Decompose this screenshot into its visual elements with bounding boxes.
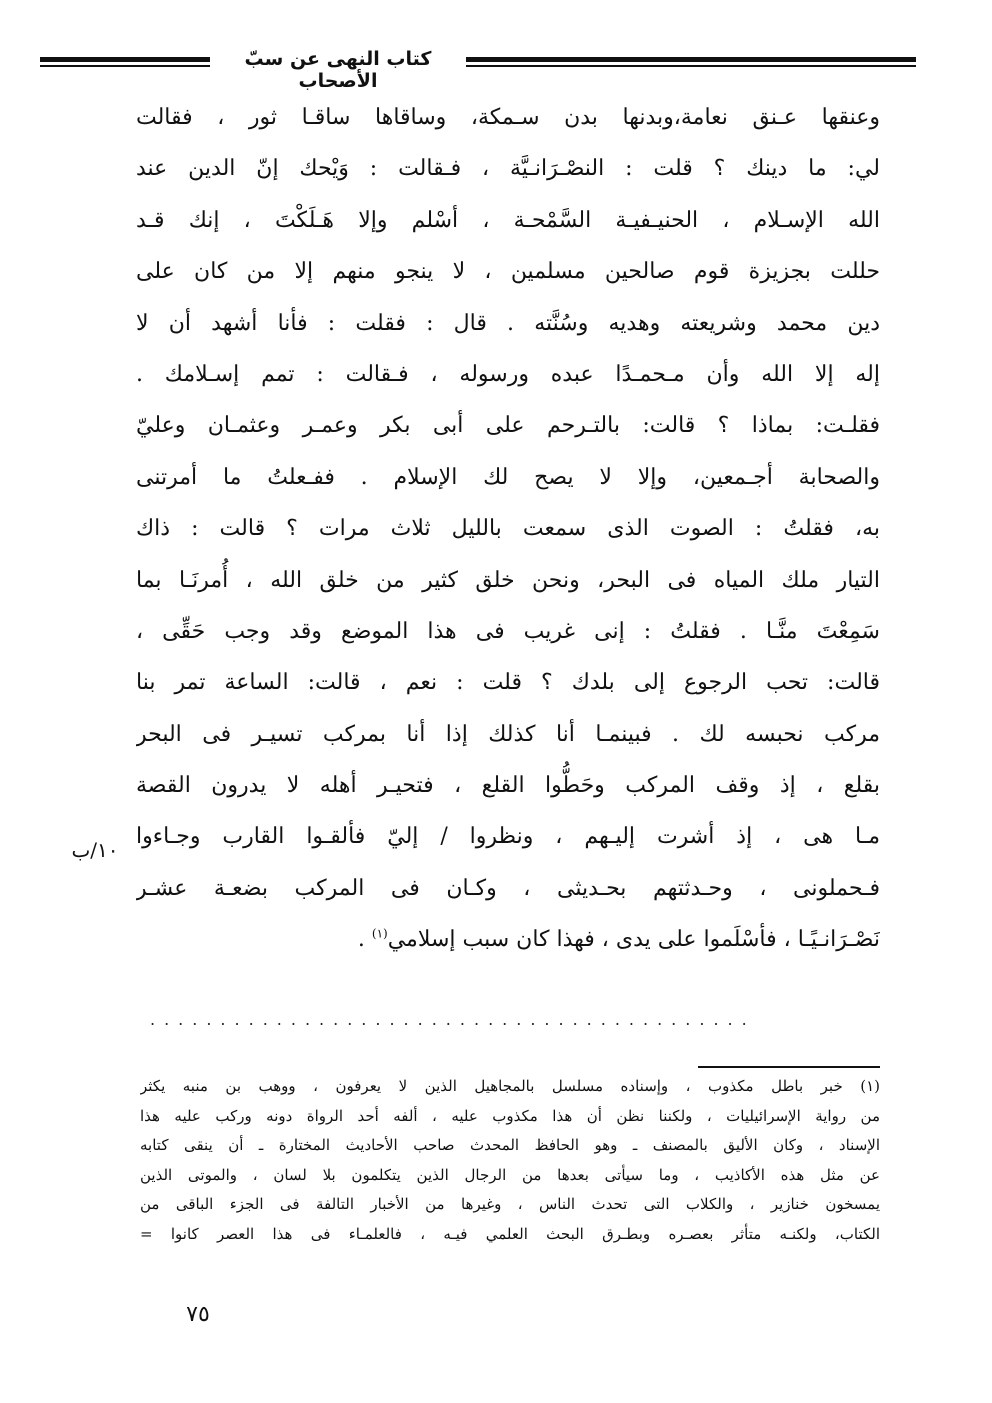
- text-line: وعنقها عـنق نعامة،وبدنها بدن سـمكة، وساقاها ساقـا ثور ، فقالت: [136, 105, 880, 130]
- text-line: قالت: تحب الرجوع إلى بلدك ؟ قلت : نعم ، قالت: الساعة تمر بنا: [136, 670, 880, 696]
- footnote-line: من رواية الإسرائيليات ، ولكننا نظن أن هذا مكذوب عليه ، ألفه أحد الرواة دونه وركب عليه هذا: [140, 1106, 880, 1125]
- footnote-line: الكتاب، ولكنـه متأثر بعصـره وبطـرق البحث العلمي فيـه ، فالعلمـاء فى هذا العصر كانوا =: [140, 1224, 880, 1243]
- header-rule-left: [40, 57, 210, 69]
- margin-folio-note: ١٠/ب: [71, 838, 119, 862]
- text-line: التيار ملك المياه فى البحر، ونحن خلق كثير من خلق الله ، أُمرنَـا بما: [136, 567, 880, 593]
- text-line-content: نَصْـرَانـيًـا ، فأسْلَموا على يدى ، فهذا كان سبب إسلامي: [387, 927, 880, 953]
- running-title: كتاب النهى عن سبّ الأصحاب: [244, 48, 432, 92]
- text-line: دين محمد وشريعته وهديه وسُنَّته . قال : فقلت : فأنا أشهد أن لا: [136, 310, 880, 336]
- text-line: مـا هى ، إذ أشرت إليـهم ، ونظروا / إليّ فألقـوا القارب وجـاءوا: [136, 824, 880, 850]
- text-line: إله إلا الله وأن مـحمـدًا عبده ورسوله ، فـقالت : تمم إسـلامك .: [136, 361, 880, 387]
- text-line: بقلع ، إذ وقف المركب وحَطُّوا القلع ، فتحيـر أهله لا يدرون القصة: [136, 773, 880, 799]
- footnote-line: يمسخون خنازير ، والكلاب التى تحدث الناس ، وغيرها من الأخبار التالفة فى الجزء الباقى من: [140, 1195, 880, 1213]
- header-rule-right: [466, 57, 916, 69]
- text-line-last: نَصْـرَانـيًـا ، فأسْلَموا على يدى ، فهذا كان سبب إسلامي$^{(١)}$ .: [357, 926, 880, 953]
- text-line: لي: ما دينك ؟ قلت : النصْـرَانـيَّة ، فـقالت : وَيْحك إنّ الدين عند: [136, 156, 880, 182]
- main-text: [136, 92, 880, 966]
- text-line: سَمِعْتَ منَّـا . فقلتُ : إنى غريب فى هذا الموضع وقد وجب حَقِّى ،: [136, 618, 880, 644]
- dotted-separator: ...........................................: [150, 1010, 756, 1029]
- text-line: به، فقلتُ : الصوت الذى سمعت بالليل ثلاث مرات ؟ قالت : ذاك: [136, 516, 880, 542]
- text-line: والصحابة أجـمعين، وإلا لا يصح لك الإسلام . ففـعلتُ ما أمرتنى: [136, 464, 880, 490]
- footnote-block: [140, 1072, 880, 1249]
- footnote-line: (١) خبر باطل مكذوب ، وإسناده مسلسل بالمجاهيل الذين لا يعرفون ، ووهب بن منبه يكثر: [140, 1077, 880, 1095]
- text-line: فـحملونى ، وحـدثتهم بحـديثى ، وكـان فى المركب بضعـة عشـر: [136, 875, 880, 901]
- text-line: فقلـت: بماذا ؟ قالت: بالتـرحم على أبى بكر وعمـر وعثمـان وعليّ: [136, 413, 880, 439]
- text-line: مركب نحبسه لك . فبينمـا أنا كذلك إذا أنا بمركب تسيـر فى البحر: [136, 721, 880, 747]
- footnote-reference: (١): [371, 926, 388, 941]
- page-header: [40, 48, 916, 92]
- page-number: ٧٥: [186, 1302, 210, 1327]
- footnote-line: عن مثل هذه الأكاذيب ، وما سيأتى بعدها من الرجال الذين يتكلمون بلا لسان ، والموتى الذين: [140, 1165, 880, 1184]
- text-line: الله الإسـلام ، الحنيـفيـة السَّمْحـة ، أسْلم وإلا هَـلَكْتَ ، إنك قـد: [136, 207, 880, 233]
- text-line: حللت بجزيزة قوم صالحين مسلمين ، لا ينجو منهم إلا من كان على: [136, 259, 880, 285]
- footnote-rule: [698, 1066, 880, 1068]
- footnote-line: الإسناد ، وكان الأليق بالمصنف ـ وهو الحافظ المحدث صاحب الأحاديث المختارة ـ أن ينقى كتابه: [140, 1136, 880, 1154]
